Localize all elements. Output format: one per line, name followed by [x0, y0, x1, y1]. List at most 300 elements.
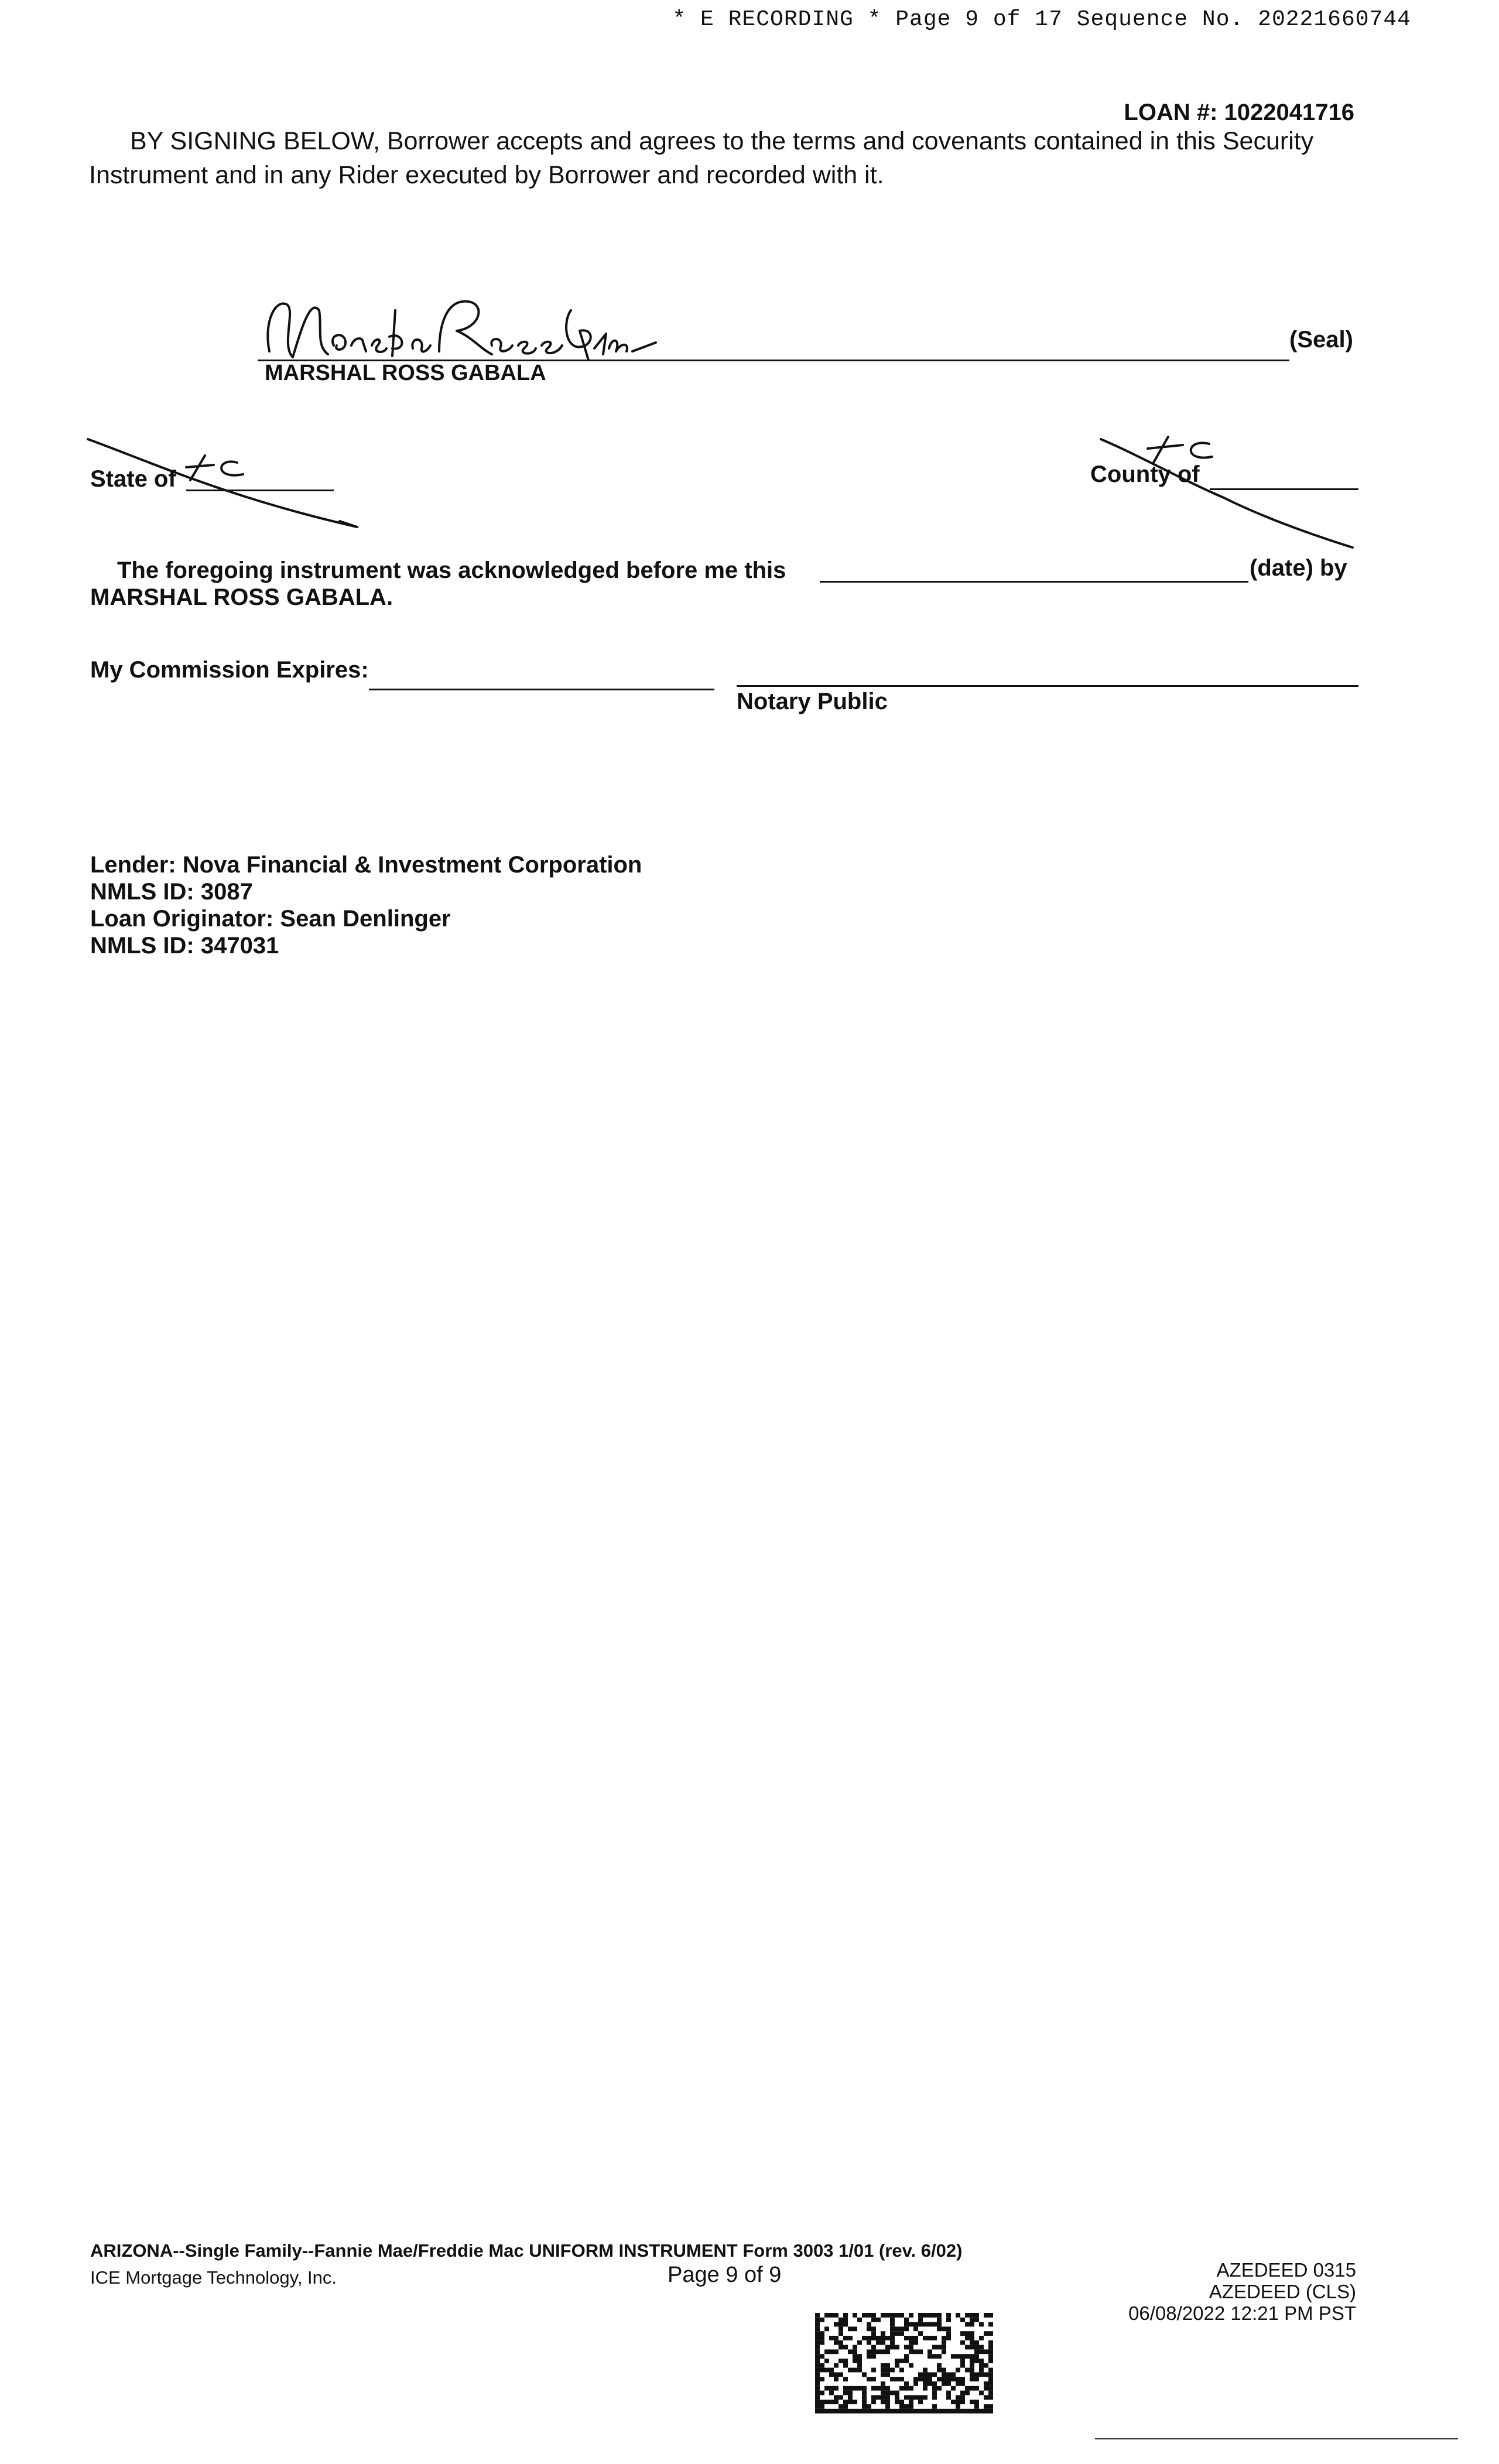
barcode-cell: [965, 2386, 970, 2391]
barcode-cell: [881, 2395, 885, 2400]
barcode-cell: [834, 2340, 839, 2345]
barcode-cell: [815, 2363, 820, 2368]
barcode-cell: [885, 2386, 890, 2391]
barcode-cell: [904, 2404, 909, 2409]
barcode-cell: [895, 2377, 899, 2381]
barcode-cell: [913, 2326, 918, 2331]
barcode-cell: [820, 2340, 824, 2345]
signing-paragraph: [89, 124, 1360, 192]
barcode-cell: [853, 2313, 857, 2318]
barcode-cell: [946, 2381, 951, 2386]
barcode-cell: [913, 2340, 918, 2345]
barcode-cell: [942, 2409, 946, 2414]
barcode-cell: [988, 2391, 993, 2395]
barcode-cell: [918, 2372, 923, 2377]
barcode-cell: [895, 2395, 899, 2400]
barcode-cell: [881, 2372, 885, 2377]
barcode-cell: [946, 2313, 951, 2318]
barcode-cell: [970, 2331, 974, 2336]
barcode-cell: [815, 2372, 820, 2377]
borrower-name: MARSHAL ROSS GABALA: [265, 361, 546, 385]
barcode-cell: [834, 2377, 839, 2381]
barcode-cell: [867, 2409, 871, 2414]
barcode-cell: [904, 2322, 909, 2327]
originator-nmls-id: NMLS ID: 347031: [90, 933, 279, 959]
barcode-cell: [960, 2331, 965, 2336]
barcode-cell: [871, 2386, 876, 2391]
barcode-cell: [965, 2345, 970, 2350]
barcode-cell: [885, 2391, 890, 2395]
county-initials: [1142, 433, 1218, 468]
barcode-cell: [857, 2386, 862, 2391]
barcode-cell: [820, 2336, 824, 2340]
barcode-cell: [956, 2400, 960, 2404]
barcode-cell: [965, 2409, 970, 2414]
barcode-cell: [904, 2386, 909, 2391]
barcode-cell: [815, 2354, 820, 2359]
barcode-cell: [909, 2349, 913, 2354]
barcode-cell: [890, 2340, 895, 2345]
barcode-cell: [988, 2404, 993, 2409]
barcode-cell: [871, 2318, 876, 2322]
barcode-cell: [834, 2313, 839, 2318]
footer-rule: [1095, 2438, 1458, 2439]
barcode-cell: [988, 2377, 993, 2381]
barcode-cell: [909, 2340, 913, 2345]
barcode-cell: [979, 2391, 984, 2395]
barcode-cell: [946, 2391, 951, 2395]
barcode-cell: [839, 2322, 843, 2327]
barcode-cell: [829, 2313, 834, 2318]
barcode-cell: [867, 2326, 871, 2331]
barcode-cell: [956, 2404, 960, 2409]
barcode-cell: [871, 2377, 876, 2381]
barcode-cell: [862, 2409, 867, 2414]
barcode-cell: [918, 2409, 923, 2414]
lender-info-block: [90, 851, 642, 959]
barcode-cell: [988, 2359, 993, 2363]
barcode-cell: [890, 2336, 895, 2340]
barcode-cell: [829, 2349, 834, 2354]
barcode-cell: [923, 2372, 928, 2377]
barcode-cell: [890, 2313, 895, 2318]
barcode-cell: [829, 2372, 834, 2377]
vendor-name: ICE Mortgage Technology, Inc.: [90, 2267, 337, 2288]
acknowledged-name: MARSHAL ROSS GABALA.: [90, 584, 393, 610]
barcode-cell: [820, 2318, 824, 2322]
doc-code-2: AZEDEED (CLS): [1209, 2281, 1356, 2302]
barcode-cell: [862, 2372, 867, 2377]
barcode-cell: [834, 2363, 839, 2368]
seal-label: (Seal): [1289, 327, 1353, 353]
barcode-cell: [815, 2400, 820, 2404]
barcode-cell: [965, 2322, 970, 2327]
barcode-cell: [848, 2386, 853, 2391]
barcode-cell: [932, 2354, 937, 2359]
barcode-cell: [876, 2386, 881, 2391]
barcode-cell: [895, 2400, 899, 2404]
barcode-cell: [820, 2404, 824, 2409]
barcode-cell: [815, 2404, 820, 2409]
barcode-cell: [834, 2386, 839, 2391]
barcode-cell: [932, 2404, 937, 2409]
barcode-cell: [932, 2336, 937, 2340]
barcode-cell: [885, 2345, 890, 2350]
barcode-cell: [904, 2409, 909, 2414]
barcode-cell: [876, 2409, 881, 2414]
barcode-cell: [815, 2340, 820, 2345]
loan-originator: Loan Originator: Sean Denlinger: [90, 906, 451, 932]
barcode-cell: [974, 2359, 979, 2363]
barcode-cell: [871, 2336, 876, 2340]
barcode-cell: [815, 2391, 820, 2395]
barcode-cell: [899, 2313, 904, 2318]
barcode-cell: [843, 2313, 848, 2318]
date-suffix: (date) by: [1250, 555, 1347, 581]
barcode-cell: [829, 2391, 834, 2395]
barcode-cell: [857, 2354, 862, 2359]
barcode-cell: [885, 2336, 890, 2340]
barcode-cell: [909, 2336, 913, 2340]
barcode-cell: [885, 2409, 890, 2414]
barcode-cell: [857, 2318, 862, 2322]
barcode-cell: [834, 2409, 839, 2414]
barcode-cell: [843, 2318, 848, 2322]
barcode-cell: [965, 2313, 970, 2318]
barcode-cell: [928, 2322, 932, 2327]
barcode-cell: [932, 2345, 937, 2350]
barcode-cell: [876, 2336, 881, 2340]
barcode-cell: [881, 2381, 885, 2386]
barcode-cell: [937, 2386, 942, 2391]
barcode-cell: [843, 2363, 848, 2368]
barcode-cell: [843, 2359, 848, 2363]
barcode-cell: [895, 2331, 899, 2336]
barcode-cell: [956, 2409, 960, 2414]
barcode-cell: [881, 2409, 885, 2414]
barcode-cell: [899, 2331, 904, 2336]
barcode-cell: [815, 2322, 820, 2327]
notary-signature-line: [737, 685, 1358, 687]
barcode-cell: [937, 2409, 942, 2414]
barcode-cell: [876, 2395, 881, 2400]
barcode-cell: [988, 2322, 993, 2327]
date-line: [820, 581, 1248, 583]
barcode-cell: [867, 2322, 871, 2327]
barcode-cell: [853, 2359, 857, 2363]
barcode-cell: [970, 2318, 974, 2322]
barcode-cell: [960, 2409, 965, 2414]
barcode-cell: [839, 2326, 843, 2331]
barcode-cell: [956, 2354, 960, 2359]
barcode-cell: [824, 2368, 829, 2373]
barcode-cell: [834, 2372, 839, 2377]
barcode-cell: [890, 2331, 895, 2336]
barcode-cell: [853, 2386, 857, 2391]
barcode-cell: [960, 2391, 965, 2395]
barcode-cell: [970, 2368, 974, 2373]
barcode-cell: [946, 2336, 951, 2340]
barcode-cell: [824, 2386, 829, 2391]
barcode-cell: [923, 2386, 928, 2391]
barcode-cell: [824, 2349, 829, 2354]
barcode-cell: [984, 2381, 988, 2386]
barcode-cell: [843, 2336, 848, 2340]
recording-header: * E RECORDING * Page 9 of 17 Sequence No. 20221660744: [672, 7, 1411, 32]
barcode-cell: [815, 2359, 820, 2363]
barcode-cell: [988, 2354, 993, 2359]
barcode-cell: [815, 2331, 820, 2336]
barcode-cell: [946, 2409, 951, 2414]
barcode-cell: [970, 2377, 974, 2381]
barcode-cell: [839, 2359, 843, 2363]
barcode-cell: [942, 2336, 946, 2340]
barcode-cell: [960, 2359, 965, 2363]
barcode-cell: [951, 2400, 956, 2404]
barcode-cell: [946, 2377, 951, 2381]
barcode-cell: [899, 2409, 904, 2414]
barcode-cell: [904, 2336, 909, 2340]
barcode-cell: [895, 2345, 899, 2350]
barcode-cell: [965, 2391, 970, 2395]
barcode-cell: [899, 2368, 904, 2373]
barcode-cell: [843, 2391, 848, 2395]
barcode-cell: [988, 2340, 993, 2345]
barcode-cell: [942, 2349, 946, 2354]
barcode-cell: [928, 2377, 932, 2381]
barcode-cell: [942, 2381, 946, 2386]
barcode-cell: [937, 2326, 942, 2331]
barcode-cell: [820, 2354, 824, 2359]
barcode-cell: [960, 2381, 965, 2386]
barcode-cell: [974, 2345, 979, 2350]
barcode-cell: [984, 2331, 988, 2336]
barcode-cell: [824, 2313, 829, 2318]
barcode-cell: [937, 2322, 942, 2327]
barcode-cell: [984, 2313, 988, 2318]
barcode-cell: [988, 2372, 993, 2377]
barcode-cell: [815, 2395, 820, 2400]
barcode-cell: [881, 2336, 885, 2340]
barcode-cell: [956, 2313, 960, 2318]
barcode-cell: [881, 2363, 885, 2368]
document-codes: [1128, 2259, 1356, 2324]
lender-name: Lender: Nova Financial & Investment Corporation: [90, 852, 642, 878]
barcode-cell: [871, 2400, 876, 2404]
barcode-cell: [974, 2409, 979, 2414]
barcode-cell: [885, 2349, 890, 2354]
barcode-cell: [824, 2359, 829, 2363]
barcode-cell: [988, 2313, 993, 2318]
barcode-cell: [942, 2326, 946, 2331]
barcode-cell: [815, 2377, 820, 2381]
barcode-cell: [928, 2372, 932, 2377]
barcode-cell: [942, 2340, 946, 2345]
barcode-cell: [988, 2386, 993, 2391]
barcode-cell: [848, 2395, 853, 2400]
barcode-cell: [853, 2349, 857, 2354]
barcode-cell: [904, 2354, 909, 2359]
barcode-cell: [876, 2340, 881, 2345]
barcode-cell: [871, 2331, 876, 2336]
barcode-cell: [871, 2354, 876, 2359]
barcode-cell: [862, 2313, 867, 2318]
barcode-cell: [960, 2340, 965, 2345]
barcode-cell: [862, 2404, 867, 2409]
barcode-cell: [881, 2340, 885, 2345]
barcode-cell: [839, 2345, 843, 2350]
barcode-cell: [937, 2345, 942, 2350]
barcode-cell: [988, 2331, 993, 2336]
barcode-cell: [918, 2349, 923, 2354]
barcode-cell: [904, 2395, 909, 2400]
barcode-cell: [820, 2391, 824, 2395]
barcode-cell: [876, 2349, 881, 2354]
doc-code-1: AZEDEED 0315: [1216, 2259, 1356, 2281]
barcode-cell: [853, 2354, 857, 2359]
barcode-cell: [829, 2409, 834, 2414]
barcode-cell: [895, 2359, 899, 2363]
barcode-cell: [913, 2336, 918, 2340]
barcode-cell: [834, 2336, 839, 2340]
barcode-cell: [937, 2354, 942, 2359]
barcode-cell: [839, 2340, 843, 2345]
barcode-cell: [960, 2318, 965, 2322]
barcode-cell: [857, 2409, 862, 2414]
barcode-cell: [862, 2391, 867, 2395]
barcode-cell: [984, 2349, 988, 2354]
barcode-cell: [862, 2386, 867, 2391]
barcode-cell: [960, 2363, 965, 2368]
barcode-cell: [913, 2322, 918, 2327]
barcode-cell: [970, 2354, 974, 2359]
barcode-cell: [857, 2340, 862, 2345]
barcode-cell: [979, 2336, 984, 2340]
barcode-cell: [932, 2386, 937, 2391]
barcode-cell: [913, 2377, 918, 2381]
barcode-cell: [843, 2377, 848, 2381]
barcode-cell: [829, 2386, 834, 2391]
barcode-cell: [928, 2354, 932, 2359]
barcode-cell: [899, 2326, 904, 2331]
barcode-cell: [815, 2409, 820, 2414]
barcode-cell: [904, 2326, 909, 2331]
barcode-cell: [979, 2345, 984, 2350]
barcode-cell: [932, 2395, 937, 2400]
barcode-cell: [928, 2313, 932, 2318]
barcode-cell: [932, 2372, 937, 2377]
barcode-cell: [913, 2381, 918, 2386]
barcode-cell: [815, 2313, 820, 2318]
barcode-cell: [946, 2395, 951, 2400]
barcode-cell: [867, 2404, 871, 2409]
county-strikethrough-mark: [1095, 433, 1358, 550]
barcode-cell: [904, 2381, 909, 2386]
barcode-cell: [937, 2368, 942, 2373]
barcode-cell: [862, 2400, 867, 2404]
barcode-cell: [890, 2326, 895, 2331]
barcode-cell: [909, 2345, 913, 2350]
barcode-cell: [890, 2409, 895, 2414]
barcode-cell: [857, 2359, 862, 2363]
county-label: County of: [1090, 461, 1200, 487]
barcode-cell: [843, 2386, 848, 2391]
barcode-icon: [815, 2313, 993, 2414]
barcode-cell: [820, 2331, 824, 2336]
barcode-cell: [853, 2409, 857, 2414]
barcode-cell: [848, 2336, 853, 2340]
barcode-cell: [848, 2400, 853, 2404]
barcode-cell: [909, 2322, 913, 2327]
barcode-cell: [913, 2409, 918, 2414]
barcode-cell: [984, 2409, 988, 2414]
barcode-cell: [965, 2331, 970, 2336]
barcode-cell: [890, 2345, 895, 2350]
barcode-cell: [829, 2336, 834, 2340]
barcode-cell: [932, 2409, 937, 2414]
barcode-cell: [979, 2349, 984, 2354]
barcode-cell: [970, 2336, 974, 2340]
barcode-cell: [843, 2404, 848, 2409]
barcode-cell: [923, 2336, 928, 2340]
barcode-cell: [843, 2322, 848, 2327]
barcode-cell: [890, 2318, 895, 2322]
barcode-cell: [824, 2400, 829, 2404]
barcode-cell: [871, 2409, 876, 2414]
barcode-cell: [904, 2345, 909, 2350]
barcode-cell: [984, 2372, 988, 2377]
barcode-cell: [843, 2409, 848, 2414]
barcode-cell: [881, 2391, 885, 2395]
barcode-cell: [988, 2381, 993, 2386]
loan-number: LOAN #: 1022041716: [1124, 100, 1354, 125]
barcode-cell: [871, 2345, 876, 2350]
barcode-cell: [895, 2409, 899, 2414]
barcode-cell: [988, 2345, 993, 2350]
barcode-cell: [942, 2368, 946, 2373]
barcode-cell: [829, 2400, 834, 2404]
barcode-cell: [839, 2318, 843, 2322]
barcode-cell: [918, 2318, 923, 2322]
barcode-cell: [937, 2363, 942, 2368]
barcode-cell: [960, 2400, 965, 2404]
barcode-cell: [965, 2368, 970, 2373]
barcode-cell: [839, 2331, 843, 2336]
barcode-cell: [815, 2318, 820, 2322]
barcode-cell: [862, 2336, 867, 2340]
barcode-cell: [965, 2354, 970, 2359]
acknowledgment-text: The foregoing instrument was acknowledged before me this: [117, 557, 786, 583]
barcode-cell: [974, 2340, 979, 2345]
barcode-cell: [815, 2386, 820, 2391]
barcode-cell: [988, 2409, 993, 2414]
barcode-cell: [815, 2381, 820, 2386]
barcode-cell: [970, 2409, 974, 2414]
barcode-cell: [942, 2377, 946, 2381]
barcode-cell: [848, 2391, 853, 2395]
barcode-cell: [979, 2322, 984, 2327]
state-label: State of: [90, 466, 176, 492]
barcode-cell: [988, 2349, 993, 2354]
barcode-cell: [928, 2349, 932, 2354]
barcode-cell: [890, 2368, 895, 2373]
barcode-cell: [928, 2336, 932, 2340]
barcode-cell: [848, 2326, 853, 2331]
barcode-cell: [988, 2395, 993, 2400]
barcode-cell: [923, 2377, 928, 2381]
barcode-cell: [946, 2326, 951, 2331]
barcode-cell: [984, 2363, 988, 2368]
